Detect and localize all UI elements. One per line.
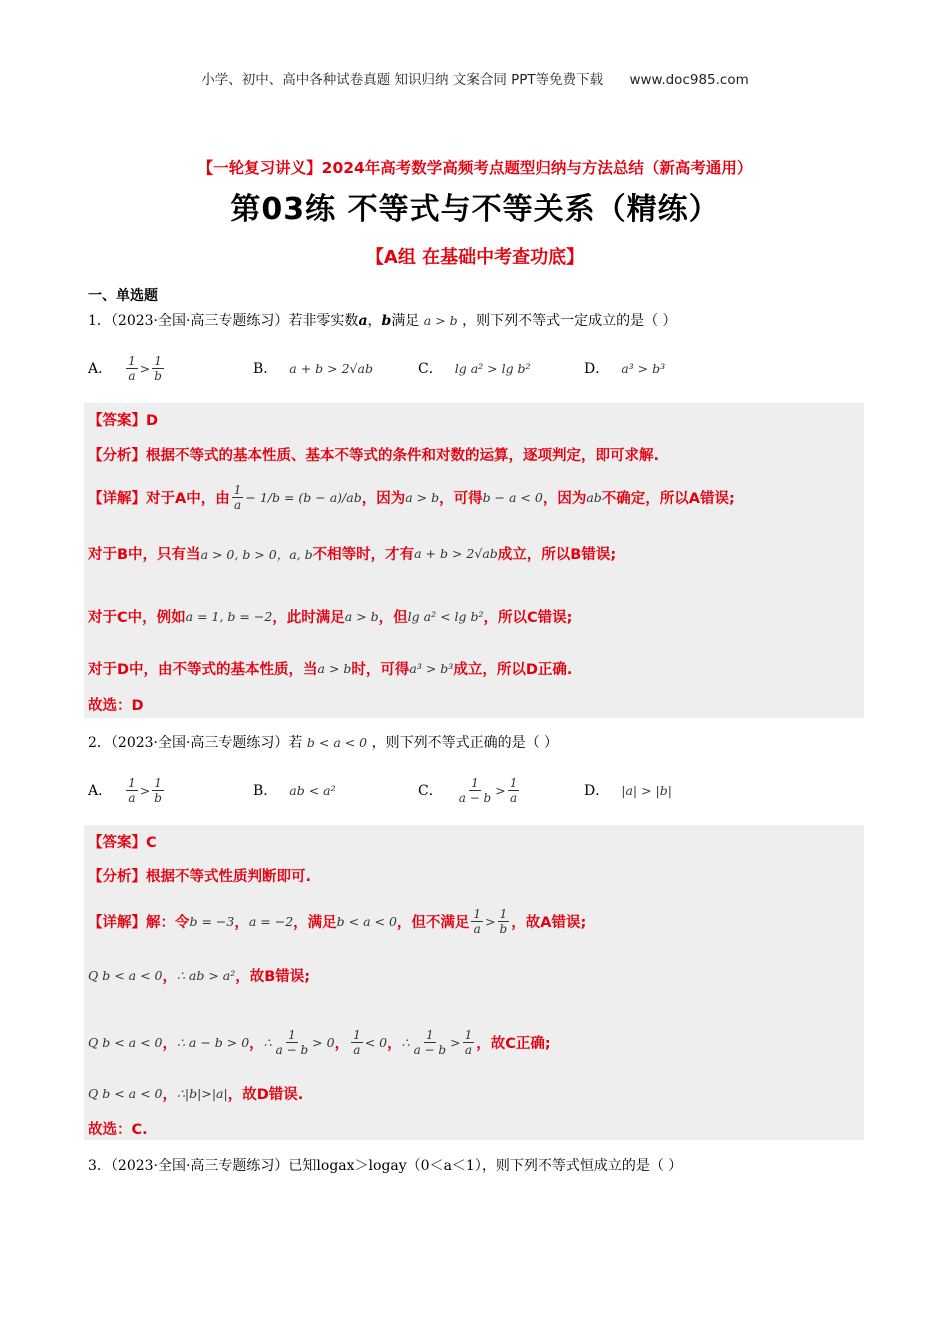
q1-sep: ，: [367, 313, 382, 329]
option-label: C．: [418, 361, 443, 377]
math: ab: [586, 489, 602, 505]
relation: >: [139, 360, 151, 376]
text: ，: [249, 1035, 264, 1052]
math: a³ > b³: [409, 661, 454, 676]
fraction: $\frac{1}{a}$: [233, 482, 242, 512]
text: ，故A错误;: [511, 914, 587, 931]
text: ，故D错误.: [227, 1087, 304, 1103]
fraction: $\frac{1}{a - b}$: [413, 1027, 447, 1057]
q2-stem: [88, 732, 558, 752]
fraction: $\frac{1}{b}$: [499, 906, 508, 936]
q1-detail-1: [88, 479, 735, 515]
math: Q b < a < 0: [88, 1034, 163, 1050]
math: − 1/b = (b − a)/ab: [245, 489, 362, 505]
frac-num: 1: [471, 775, 479, 790]
q2-analysis: 【分析】根据不等式性质判断即可.: [88, 869, 312, 885]
section-heading: 一、单选题: [88, 288, 158, 304]
text: ，: [162, 1087, 177, 1103]
text: ，: [162, 969, 177, 985]
text: 【详解】对于A中，由: [88, 490, 230, 507]
text: 对于B中，只有当: [88, 547, 201, 563]
option-math: ab < a²: [289, 782, 336, 798]
q1-option-b[interactable]: [253, 348, 373, 388]
text: ，但: [378, 610, 408, 626]
q2-option-c[interactable]: [418, 770, 521, 810]
q1-stem-text-c: ，则下列不等式一定成立的是（ ）: [462, 313, 677, 329]
text: 不相等时，才有: [312, 547, 415, 563]
text: ，: [234, 914, 249, 931]
q1-var-b: b: [381, 313, 392, 329]
text: ，满足: [293, 914, 337, 931]
text: ，可得: [439, 490, 483, 507]
math: a = −2: [248, 913, 294, 929]
text: 时，可得: [351, 662, 410, 678]
math: < 0: [364, 1034, 388, 1050]
q1-answer: 【答案】D: [88, 413, 159, 429]
frac-den: b: [154, 368, 162, 383]
q3-stem: 3．（2023·全国·高三专题练习）已知logax＞logay（0＜a＜1），则下列不等式恒成立的是（ ）: [88, 1158, 683, 1174]
option-label: A．: [88, 783, 113, 799]
option-label: B．: [253, 361, 278, 377]
math: a > b: [405, 489, 440, 505]
math: ∴|b|>|a|: [176, 1086, 228, 1101]
fraction: $\frac{1}{a}$: [473, 906, 482, 936]
fraction: $\frac{1}{a}$: [128, 775, 136, 805]
relation: >: [450, 1034, 461, 1050]
relation: >: [485, 913, 496, 929]
fraction: $\frac{1}{a}$: [353, 1027, 361, 1057]
frac-num: 1: [509, 775, 518, 790]
fraction: $\frac{1}{b}$: [154, 775, 162, 805]
fraction: $\frac{1}{a - b}$: [275, 1027, 309, 1057]
q1-pick: 故选：D: [88, 698, 144, 714]
q1-detail-2: [88, 543, 616, 564]
therefore: ∴: [263, 1034, 272, 1050]
page-title: 第03练 不等式与不等关系（精练）: [230, 192, 720, 227]
text: 成立，所以D正确.: [453, 662, 573, 678]
text: ，但不满足: [396, 914, 470, 931]
frac-den: a − b: [458, 790, 492, 805]
q2-options: [88, 770, 868, 810]
fraction: [457, 776, 494, 805]
option-label: D．: [584, 361, 610, 377]
math: ∴ a − b > 0: [176, 1034, 250, 1050]
q1-options: [88, 348, 868, 388]
fraction: [126, 354, 138, 383]
relation: >: [495, 782, 506, 798]
series-title: 【一轮复习讲义】2024年高考数学高频考点题型归纳与方法总结（新高考通用）: [197, 159, 753, 177]
text: ，此时满足: [272, 610, 345, 626]
q2-detail-2: [88, 965, 310, 986]
math: b − a < 0: [482, 489, 543, 505]
q1-stem-text-a: 1．（2023·全国·高三专题练习）若非零实数: [88, 313, 359, 329]
math: lg a² < lg b²: [407, 609, 484, 624]
q1-option-a[interactable]: [88, 348, 166, 388]
text: ，所以C错误;: [483, 610, 573, 626]
text: 成立，所以B错误;: [497, 547, 617, 563]
header-text: 小学、初中、高中各种试卷真题 知识归纳 文案合同 PPT等免费下载: [201, 72, 604, 88]
fraction: [508, 776, 520, 805]
math: a > b: [344, 609, 379, 624]
math: b < a < 0: [336, 913, 397, 929]
q1-stem-text-b: 满足: [391, 313, 420, 329]
frac-num: 1: [128, 353, 136, 368]
q1-analysis: 【分析】根据不等式的基本性质、基本不等式的条件和对数的运算，逐项判定，即可求解.: [88, 448, 660, 464]
math: > 0: [312, 1034, 335, 1050]
option-math: a + b > 2√ab: [289, 360, 373, 376]
q2-answer: 【答案】C: [88, 835, 157, 851]
text: 对于C中，例如: [88, 610, 186, 626]
q2-stem-text-a: 2．（2023·全国·高三专题练习）若: [88, 735, 303, 751]
page-header: [0, 68, 950, 88]
math: a = 1, b = −2: [185, 609, 273, 624]
frac-den: a: [509, 790, 518, 805]
math: Q b < a < 0: [88, 1086, 163, 1101]
math: a > b: [317, 661, 352, 676]
fraction: [152, 354, 164, 383]
option-math: a³ > b³: [621, 360, 666, 376]
text: ，: [162, 1035, 177, 1052]
q2-detail-4: [88, 1083, 303, 1104]
math: a > 0, b > 0，a, b: [200, 546, 313, 562]
text: ，故C正确;: [476, 1035, 551, 1052]
text: ，因为: [542, 490, 587, 507]
option-label: A．: [88, 361, 113, 377]
q1-stem: [88, 310, 677, 330]
math: a + b > 2√ab: [414, 546, 498, 561]
math: b = −3: [189, 913, 235, 929]
q2-condition: b < a < 0: [306, 735, 368, 750]
q1-detail-4: [88, 658, 572, 679]
q1-option-d[interactable]: [584, 348, 665, 388]
fraction: $\frac{1}{a}$: [464, 1027, 473, 1057]
q2-pick: 故选：C.: [88, 1122, 148, 1138]
frac-den: a: [128, 368, 136, 383]
header-site[interactable]: www.doc985.com: [629, 72, 749, 88]
text: ，故B错误;: [235, 969, 311, 985]
frac-num: 1: [154, 353, 162, 368]
text: ，: [334, 1035, 350, 1052]
q1-condition: a > b: [423, 313, 458, 328]
q2-detail-3: [88, 1023, 551, 1061]
q2-option-a[interactable]: [88, 770, 166, 810]
text: 【详解】解：令: [88, 914, 190, 931]
option-label: B．: [253, 783, 278, 799]
math: ∴ ab > a²: [176, 968, 236, 983]
text: ，: [387, 1035, 402, 1052]
group-title: 【A组 在基础中考查功底】: [365, 247, 585, 268]
q2-detail-1: [88, 903, 586, 939]
text: ，因为: [361, 490, 406, 507]
q2-option-b[interactable]: [253, 770, 336, 810]
text: 不确定，所以A错误;: [601, 490, 735, 507]
relation: >: [139, 782, 151, 798]
q2-stem-text-b: ，则下列不等式正确的是（ ）: [371, 735, 559, 751]
option-label: C．: [418, 783, 443, 799]
q1-option-c[interactable]: [418, 348, 531, 388]
option-label: D．: [584, 783, 610, 799]
q1-var-a: a: [358, 313, 368, 329]
q2-answer-box: [84, 825, 864, 1140]
math: Q b < a < 0: [88, 968, 163, 983]
option-math: |a| > |b|: [621, 782, 672, 798]
q1-answer-box: [84, 403, 864, 718]
option-math: lg a² > lg b²: [454, 360, 531, 376]
q2-option-d[interactable]: [584, 770, 672, 810]
text: 对于D中，由不等式的基本性质，当: [88, 662, 318, 678]
q1-detail-3: [88, 606, 572, 627]
therefore: ∴: [401, 1034, 410, 1050]
